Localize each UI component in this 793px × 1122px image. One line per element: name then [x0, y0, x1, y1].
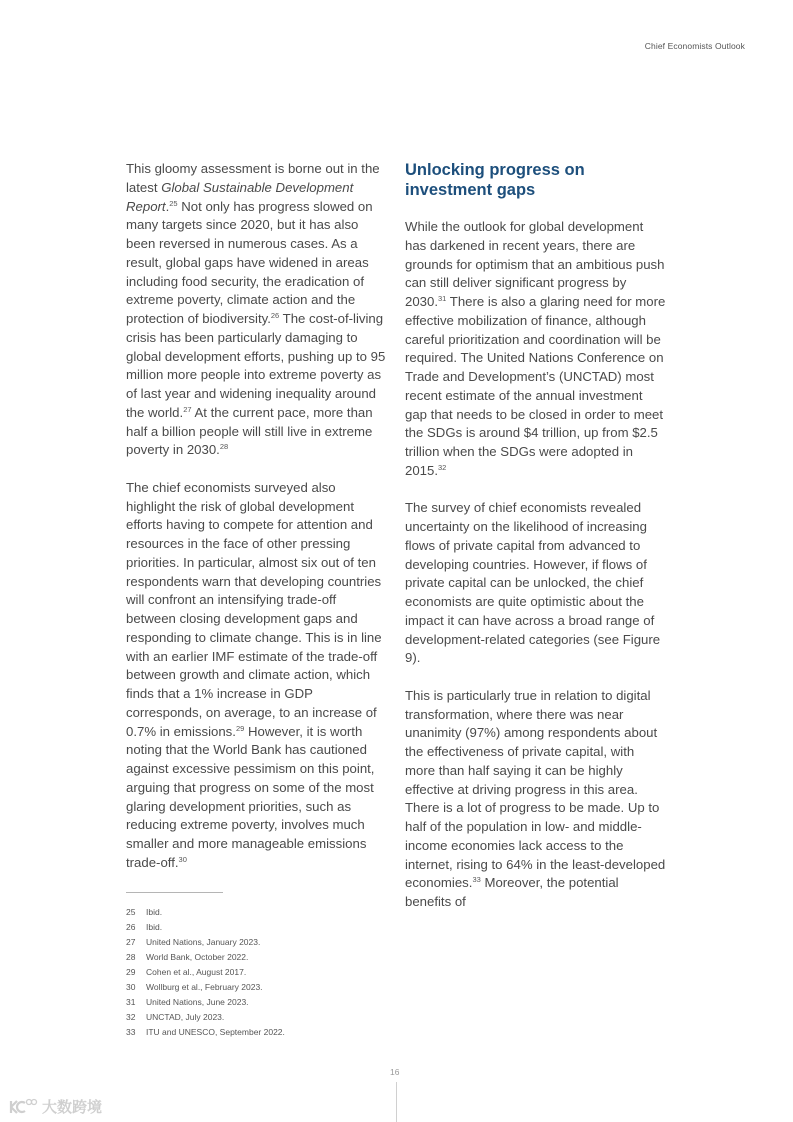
footnote-item — [126, 995, 386, 1010]
footnote-reference: 28 — [219, 442, 229, 452]
footnote-reference: 26 — [270, 311, 280, 320]
running-header-title: Chief Economists Outlook — [644, 41, 745, 51]
footnote-item — [126, 980, 386, 995]
watermark — [8, 1096, 102, 1117]
footnote-text: UNCTAD, July 2023. — [146, 1012, 225, 1022]
page-number: 16 — [390, 1067, 400, 1077]
footnote-divider — [126, 892, 223, 893]
footnote-text: Wollburg et al., February 2023. — [146, 982, 263, 992]
footnote-number: 28 — [126, 952, 136, 962]
footnotes-list — [126, 905, 386, 1040]
footnote-number: 33 — [126, 1027, 136, 1037]
footnote-text: Ibid. — [146, 907, 163, 917]
footnote-item — [126, 920, 386, 935]
footnote-number: 26 — [126, 922, 136, 932]
footnote-reference: 32 — [438, 462, 447, 472]
footnote-number: 30 — [126, 982, 136, 992]
body-paragraph: The survey of chief economists revealed uncertainty on the likelihood of increasing flows of private capital from advanced to developing countries. However, if flows of private capital can be unlocked, the chief economists are quite optimistic about the impact it can have across a broad range of development-related categories (see Figure 9). — [405, 500, 661, 666]
footnote-item — [126, 1010, 386, 1025]
watermark-text: 大数跨境 — [42, 1099, 103, 1116]
footnote-text: ITU and UNESCO, September 2022. — [146, 1027, 285, 1037]
footnote-number: 27 — [126, 937, 136, 947]
footnote-item — [126, 1025, 386, 1040]
footnote-reference: 29 — [235, 723, 245, 733]
footnote-text: Cohen et al., August 2017. — [146, 967, 247, 977]
body-paragraph: While the outlook for global development has darkened in recent years, there are grounds for optimism that an ambitious push can still deliver significant progress by 2030.31 There is also a glaring need for more effective mobilization of finance, although careful prioritization and coordination will be required. The United Nations Conference on Trade and Development’s (UNCTAD) most recent estimate of the annual investment gap that needs to be closed in order to meet the SDGs is around $4 trillion, up from $2.5 trillion when the SDGs were adopted in 2015.32 — [405, 219, 666, 478]
footnote-reference: 33 — [472, 875, 481, 885]
italic-title: Global Sustainable Development Report — [126, 179, 354, 214]
footnote-number: 25 — [126, 907, 136, 917]
body-paragraph: This gloomy assessment is borne out in the latest Global Sustainable Development Report.$^{25}$ Not only has progress slowed on many targets since 2020, but it has also been reversed in numerous cases. As a result, global gaps have widened in areas including food security, the eradication of extreme poverty, climate action and the protection of biodiversity.$^{26}$ The cost-of-living crisis has been particularly damaging to global development efforts, pushing up to 95 million more people into extreme poverty as of last year and widening inequality around the world.$^{27}$ At the current pace, more than half a billion people will still live in extreme poverty in 2030.28 — [126, 161, 386, 458]
footnote-reference: 25 — [169, 198, 178, 208]
footnote-text: United Nations, January 2023. — [146, 937, 261, 947]
footnote-reference: 27 — [183, 404, 192, 414]
watermark-logo-icon — [8, 1098, 38, 1116]
footnote-text: Ibid. — [146, 922, 163, 932]
footnote-text: World Bank, October 2022. — [146, 952, 249, 962]
footnote-text: United Nations, June 2023. — [146, 997, 249, 1007]
footnote-item — [126, 935, 386, 950]
section-heading: Unlocking progress on investment gaps — [405, 161, 585, 199]
footnote-number: 31 — [126, 997, 136, 1007]
right-column — [405, 160, 667, 931]
body-paragraph: The chief economists surveyed also highlight the risk of global development efforts having to compete for attention and resources in the face of other pressing priorities. In particular, almost six out of ten respondents warn that developing countries will confront an intensifying trade-off between closing development gaps and responding to climate change. This is in line with an earlier IMF estimate of the trade-off between growth and climate action, which finds that a 1% increase in GDP corresponds, on average, to an increase of 0.7% in emissions.$^{29}$ However, it is worth noting that the World Bank has cautioned against excessive pessimism on this point, arguing that progress on some of the most glaring development priorities, such as reducing extreme poverty, involves much smaller and more manageable emissions trade-off.$^{30}$ — [126, 479, 382, 870]
footnote-item — [126, 965, 386, 980]
footnote-number: 32 — [126, 1012, 136, 1022]
footnote-reference: 31 — [438, 294, 447, 303]
footnote-reference: 30 — [178, 854, 187, 864]
footnote-number: 29 — [126, 967, 136, 977]
left-column — [126, 160, 388, 891]
footnote-item — [126, 950, 386, 965]
body-paragraph: This is particularly true in relation to digital transformation, where there was near unanimity (97%) among respondents about the effectiveness of private capital, with more than half saying it can be highly effective at driving progress in this area. There is a lot of progress to be made. Up to half of the population in low- and middle-income economies lack access to the internet, rising to 64% in the least-developed economies.$^{33}$ Moreover, the potential benefits of — [405, 687, 666, 909]
page-divider-line — [396, 1082, 397, 1122]
footnote-item — [126, 905, 386, 920]
